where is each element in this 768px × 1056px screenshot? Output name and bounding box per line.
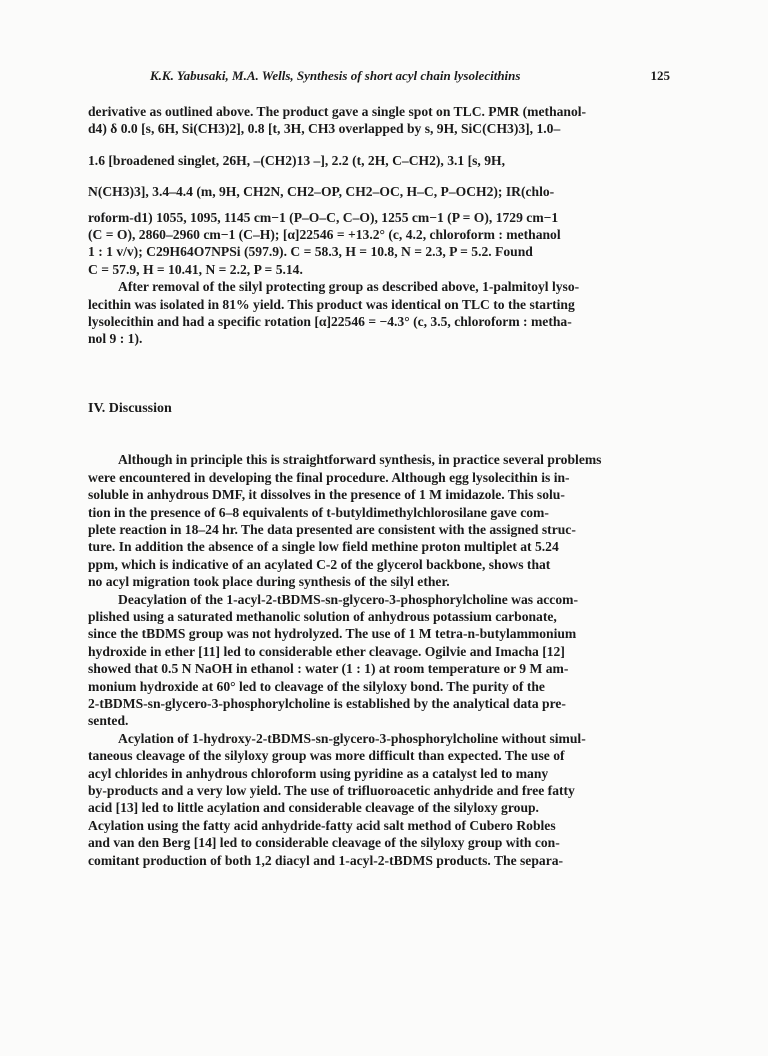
removal-line: lecithin was isolated in 81% yield. This product was identical on TLC to the starting bbox=[88, 296, 575, 312]
discussion-line: comitant production of both 1,2 diacyl and 1-acyl-2-tBDMS products. The separa- bbox=[88, 852, 564, 868]
discussion-line: were encountered in developing the final procedure. Although egg lysolecithin is in- bbox=[88, 469, 570, 485]
discussion-paragraph-3 bbox=[88, 730, 676, 869]
discussion-line: plete reaction in 18–24 hr. The data presented are consistent with the assigned struc- bbox=[88, 521, 576, 537]
discussion-line: 2-tBDMS-sn-glycero-3-phosphorylcholine is established by the analytical data pre- bbox=[88, 695, 566, 711]
discussion-line: taneous cleavage of the silyloxy group was more difficult than expected. The use of bbox=[88, 748, 565, 764]
spectral-line-6: (C = O), 2860–2960 cm−1 (C–H); [α]22546 = +13.2° (c, 4.2, chloroform : methanol bbox=[88, 227, 561, 243]
discussion-paragraph-1 bbox=[88, 451, 676, 590]
section-heading: IV. Discussion bbox=[88, 400, 172, 416]
discussion-line: Acylation of 1-hydroxy-2-tBDMS-sn-glycero-3-phosphorylcholine without simul- bbox=[118, 730, 586, 746]
discussion-line: plished using a saturated methanolic solution of anhydrous potassium carbonate, bbox=[88, 608, 557, 624]
discussion-line: ture. In addition the absence of a single low field methine proton multiplet at 5.24 bbox=[88, 539, 559, 555]
discussion-line: Acylation using the fatty acid anhydride-fatty acid salt method of Cubero Robles bbox=[88, 817, 556, 833]
spectral-line-5: roform-d1) 1055, 1095, 1145 cm−1 (P–O–C, C–O), 1255 cm−1 (P = O), 1729 cm−1 bbox=[88, 209, 559, 225]
discussion-line: ppm, which is indicative of an acylated C-2 of the glycerol backbone, shows that bbox=[88, 556, 551, 572]
discussion-line: soluble in anhydrous DMF, it dissolves in the presence of 1 M imidazole. This solu- bbox=[88, 487, 565, 503]
page-number: 125 bbox=[650, 68, 670, 83]
discussion-line: monium hydroxide at 60° led to cleavage of the silyloxy bond. The purity of the bbox=[88, 678, 545, 694]
discussion-line: showed that 0.5 N NaOH in ethanol : water (1 : 1) at room temperature or 9 M am- bbox=[88, 661, 569, 677]
discussion-line: Deacylation of the 1-acyl-2-tBDMS-sn-glycero-3-phosphorylcholine was accom- bbox=[118, 591, 578, 607]
discussion-line: sented. bbox=[88, 713, 129, 729]
removal-line: After removal of the silyl protecting group as described above, 1-palmitoyl lyso- bbox=[118, 279, 580, 295]
spectral-line-3: 1.6 [broadened singlet, 26H, –(CH2)13 –], 2.2 (t, 2H, C–CH2), 3.1 [s, 9H, bbox=[88, 152, 505, 168]
discussion-line: Although in principle this is straightforward synthesis, in practice several problems bbox=[118, 452, 602, 468]
spectral-line-2: d4) δ 0.0 [s, 6H, Si(CH3)2], 0.8 [t, 3H, CH3 overlapped by s, 9H, SiC(CH3)3], 1.0– bbox=[88, 121, 561, 137]
discussion-line: no acyl migration took place during synthesis of the silyl ether. bbox=[88, 574, 450, 590]
removal-line: lysolecithin and had a specific rotation [α]22546 = −4.3° (c, 3.5, chloroform : metha- bbox=[88, 314, 572, 330]
discussion-line: by-products and a very low yield. The use of trifluoroacetic anhydride and free fatty bbox=[88, 783, 575, 798]
removal-paragraph bbox=[88, 278, 676, 348]
spectral-line-8: C = 57.9, H = 10.41, N = 2.2, P = 5.14. bbox=[88, 261, 303, 277]
discussion-paragraph-2 bbox=[88, 591, 676, 730]
discussion-line: acid [13] led to little acylation and considerable cleavage of the silyloxy group. bbox=[88, 800, 539, 816]
spectral-line-4: N(CH3)3], 3.4–4.4 (m, 9H, CH2N, CH2–OP, CH2–OC, H–C, P–OCH2); IR(chlo- bbox=[88, 184, 555, 200]
removal-line: nol 9 : 1). bbox=[88, 331, 143, 347]
spectral-line-1: derivative as outlined above. The product gave a single spot on TLC. PMR (methanol- bbox=[88, 104, 587, 119]
running-head-title: K.K. Yabusaki, M.A. Wells, Synthesis of short acyl chain lysolecithins bbox=[150, 68, 521, 83]
discussion-line: hydroxide in ether [11] led to considerable ether cleavage. Ogilvie and Imacha [12] bbox=[88, 643, 565, 659]
spectral-data-paragraph bbox=[88, 103, 676, 278]
running-head bbox=[150, 68, 670, 84]
spectral-line-7: 1 : 1 v/v); C29H64O7NPSi (597.9). C = 58.3, H = 10.8, N = 2.3, P = 5.2. Found bbox=[88, 244, 533, 260]
discussion-line: acyl chlorides in anhydrous chloroform using pyridine as a catalyst led to many bbox=[88, 765, 549, 781]
discussion-line: tion in the presence of 6–8 equivalents of t-butyldimethylchlorosilane gave com- bbox=[88, 504, 549, 520]
discussion-line: since the tBDMS group was not hydrolyzed. The use of 1 M tetra-n-butylammonium bbox=[88, 626, 577, 642]
body-text bbox=[88, 103, 676, 869]
discussion-line: and van den Berg [14] led to considerable cleavage of the silyloxy group with con- bbox=[88, 835, 560, 851]
